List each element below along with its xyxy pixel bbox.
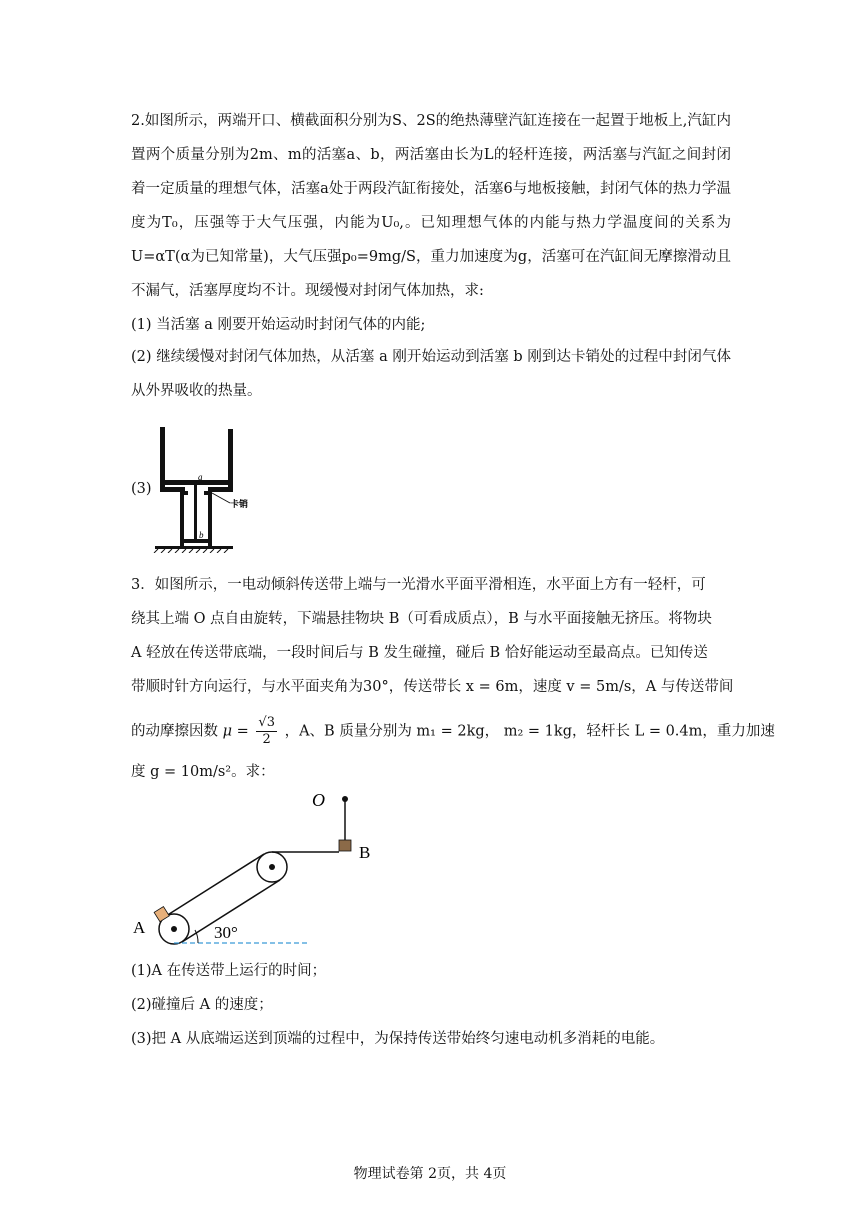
- q3-line3: A 轻放在传送带底端，一段时间后与 B 发生碰撞，碰后 B 恰好能运动至最高点。已知传送: [131, 645, 708, 661]
- q2-label-b: b: [199, 530, 204, 540]
- mu-numerator: √3: [258, 715, 275, 730]
- q2-cylinder-figure: [150, 425, 260, 553]
- q2-label-pin: 卡销: [230, 499, 249, 509]
- q3-angle-label: 30°: [214, 923, 238, 942]
- q2-sub1: (1) 当活塞 a 刚要开始运动时封闭气体的内能;: [131, 317, 426, 333]
- mu-symbol: μ =: [222, 723, 249, 740]
- q3-label-O: O: [312, 790, 325, 810]
- q3-line5-pre: 的动摩擦因数: [131, 723, 218, 740]
- q3-sub2: (2)碰撞后 A 的速度；: [131, 997, 273, 1013]
- mu-denominator: 2: [262, 732, 271, 747]
- q3-line6: 度 g = 10m/s²。求：: [131, 764, 275, 780]
- q3-line5-post: ，A、B 质量分别为 m₁ = 2kg， m₂ = 1kg，轻杆长 L = 0.4m，重力加速: [284, 723, 775, 740]
- q3-line2: 绕其上端 O 点自由旋转，下端悬挂物块 B（可看成质点），B 与水平面接触无挤压。将物块: [131, 611, 712, 627]
- q2-statement: 2.如图所示，两端开口、横截面积分别为S、2S的绝热薄壁汽缸连接在一起置于地板上,汽缸内置两个质量分别为2m、m的活塞a、b，两活塞由长为L的轻杆连接，两活塞与汽缸之间封闭着一定质量的理想气体，活塞a处于两段汽缸衔接处，活塞6与地板接触，封闭气体的热力学温度为T₀，压强等于大气压强，内能为U₀,。已知理想气体的内能与热力学温度间的关系为U=αT(α为已知常量)，大气压强p₀=9mg/S，重力加速度为g，活塞可在汽缸间无摩擦滑动且不漏气，活塞厚度均不计。现缓慢对封闭气体加热，求:: [131, 113, 731, 299]
- q2-sub3-label: (3): [131, 481, 152, 497]
- page-footer: 物理试卷第 2页，共 4页: [353, 1166, 507, 1182]
- q3-sub3: (3)把 A 从底端运送到顶端的过程中，为保持传送带始终匀速电动机多消耗的电能。: [131, 1031, 665, 1047]
- q3-sub1: (1)A 在传送带上运行的时间；: [131, 963, 327, 979]
- q3-line1: 3．如图所示，一电动倾斜传送带上端与一光滑水平面平滑相连，水平面上方有一轻杆，可: [131, 577, 706, 593]
- q2-sub2: (2) 继续缓慢对封闭气体加热，从活塞 a 刚开始运动到活塞 b 刚到达卡销处的过程中封闭气体从外界吸收的热量。: [131, 349, 731, 399]
- q3-label-A: A: [133, 918, 146, 937]
- q3-conveyor-figure: [125, 788, 385, 950]
- q3-label-B: B: [359, 843, 371, 862]
- q2-label-a: a: [198, 472, 203, 482]
- q3-line5: [131, 715, 775, 748]
- mu-fraction: [256, 715, 277, 748]
- q3-line4: 带顺时针方向运行，与水平面夹角为30°，传送带长 x = 6m，速度 v = 5m/s，A 与传送带间: [131, 679, 734, 695]
